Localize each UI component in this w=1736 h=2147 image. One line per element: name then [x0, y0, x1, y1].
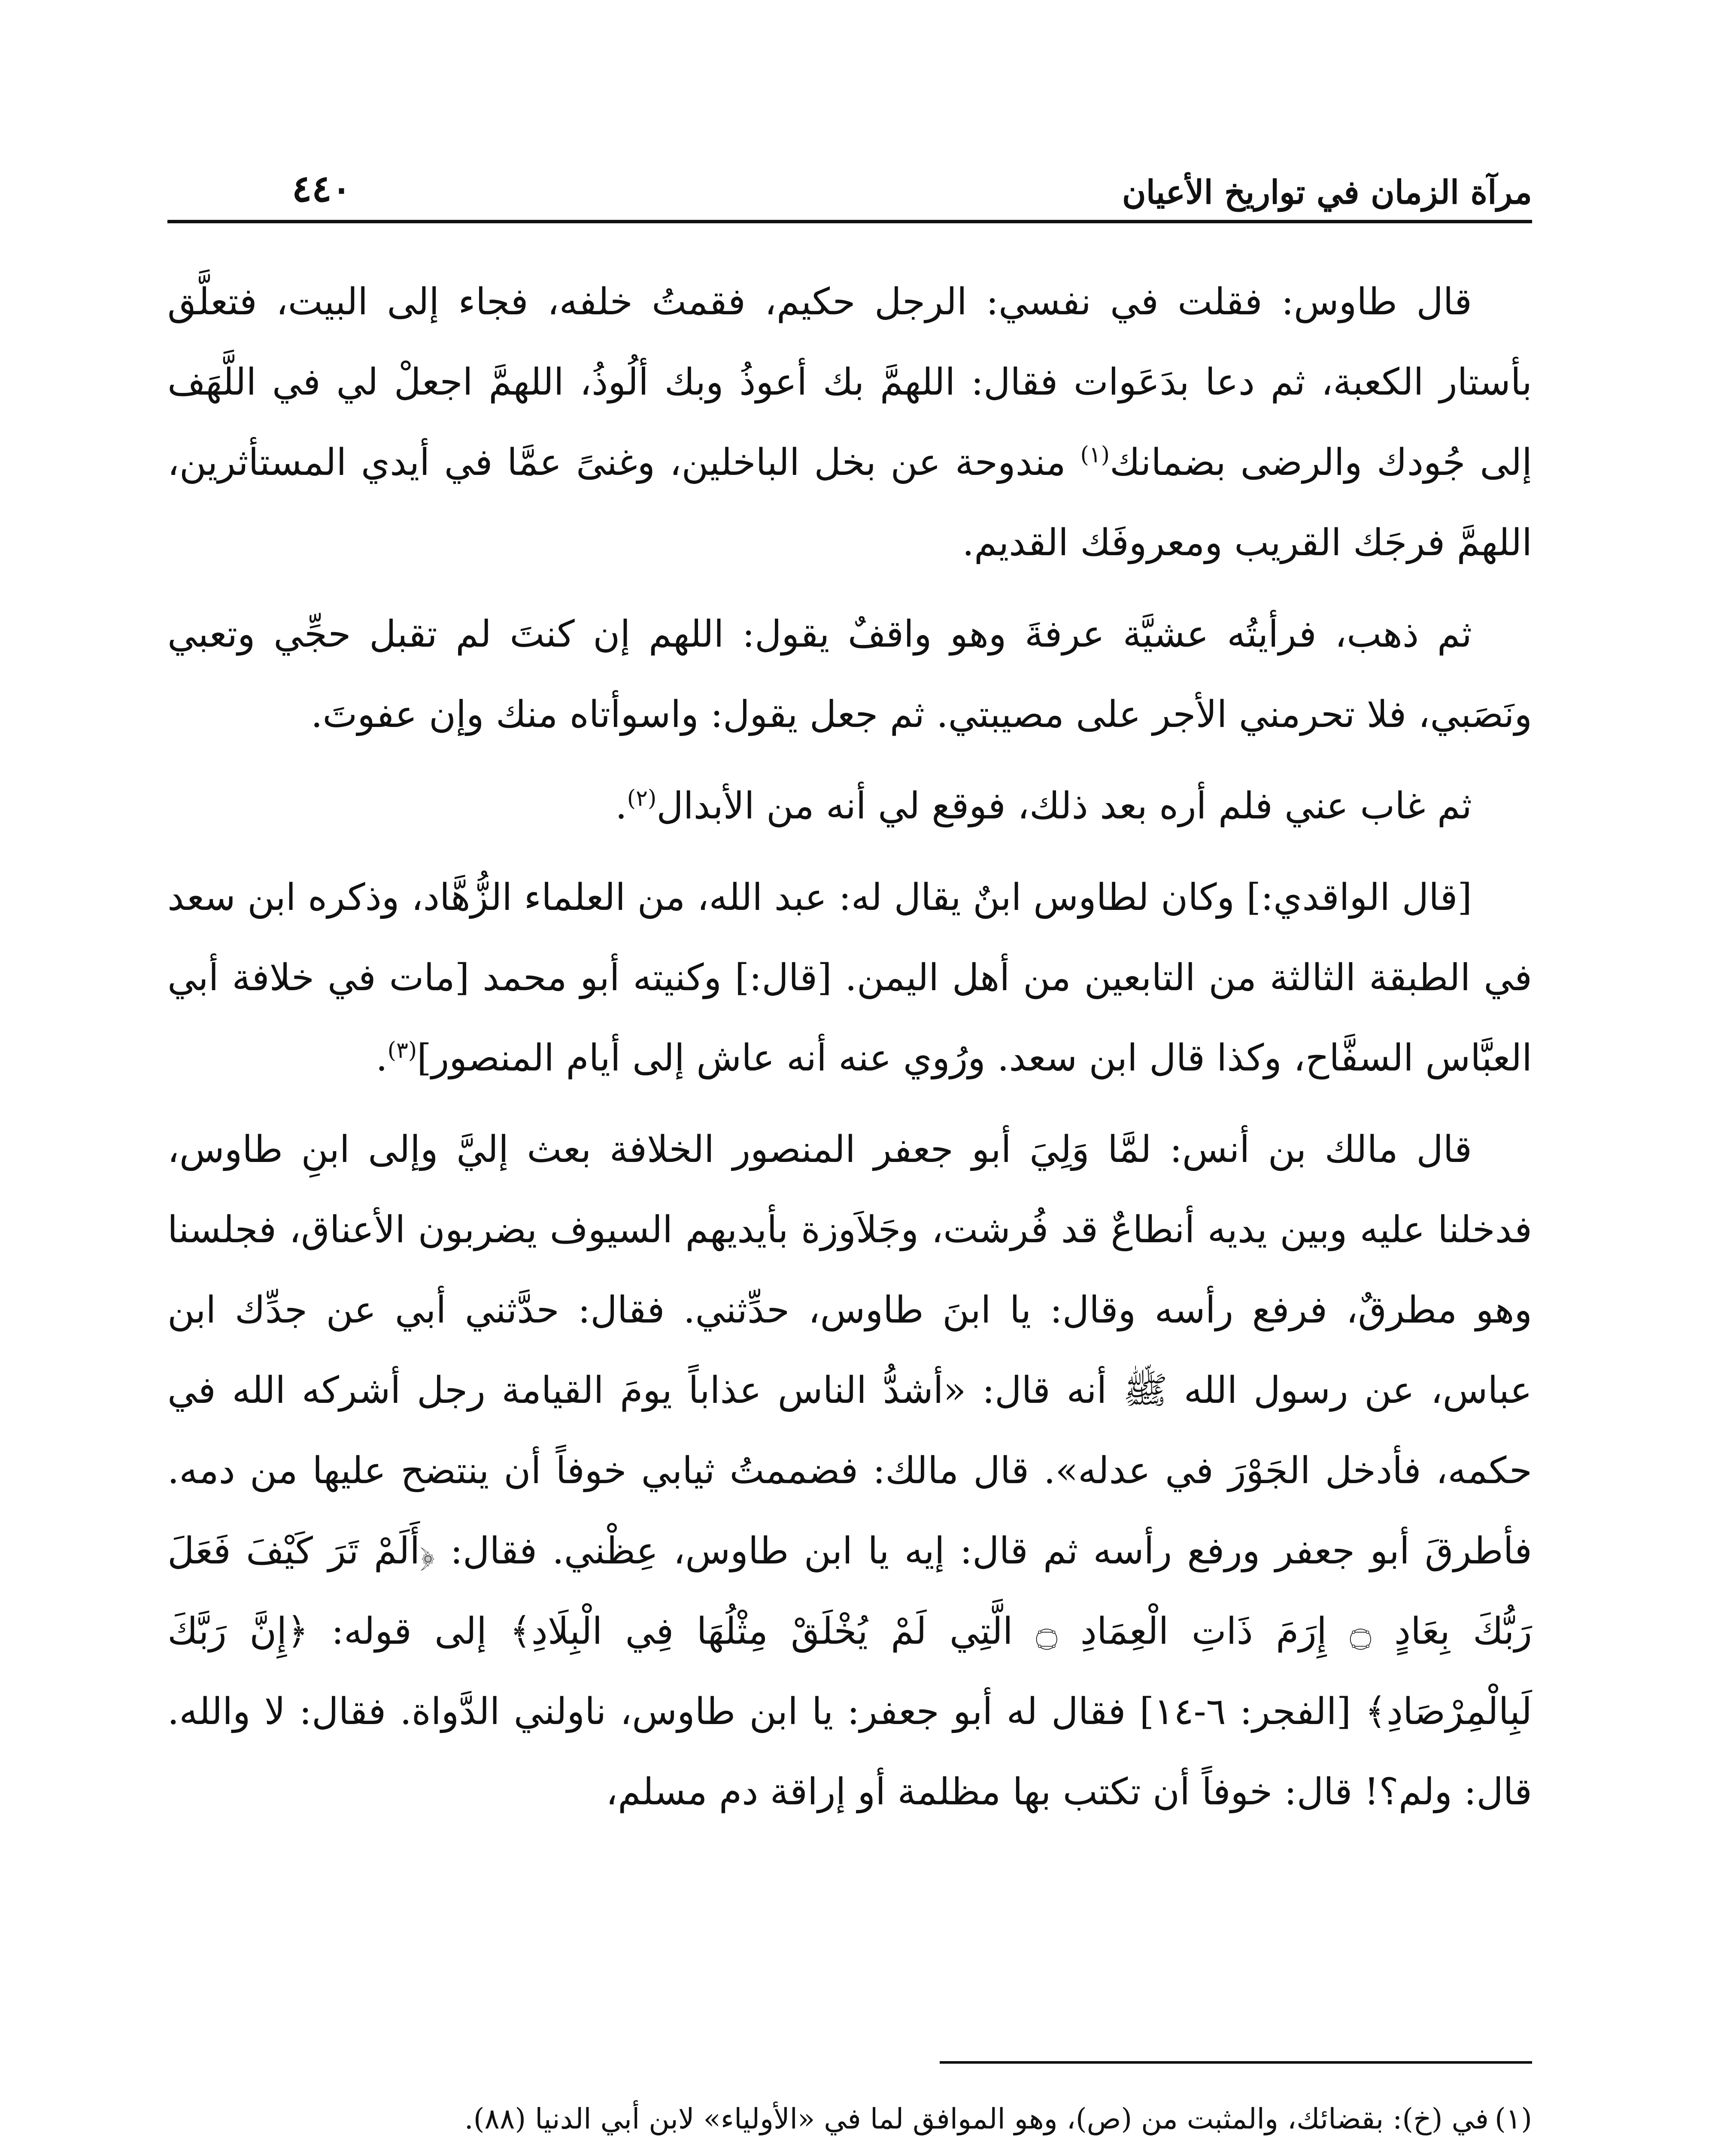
paragraph-text: ثم ذهب، فرأيتُه عشيَّة عرفةَ وهو واقفٌ يقول: اللهم إن كنتَ لم تقبل حجِّي وتعبي ونَصَبي، فلا تحرمني الأجر على مصيبتي. ثم جعل يقول: واسوأتاه منك وإن عفوتَ.: [167, 613, 1532, 736]
paragraph-text: [قال الواقدي:] وكان لطاوس ابنٌ يقال له: عبد الله، من العلماء الزُّهَّاد، وذكره ابن سعد في الطبقة الثالثة من التابعين من أهل اليمن. [قال:] وكنيته أبو محمد [مات في خلافة أبي العبَّاس السفَّاح، وكذا قال ابن سعد. ورُوي عنه أنه عاش إلى أيام المنصور]: [167, 876, 1532, 1080]
paragraph: [167, 262, 1532, 583]
paragraph: [167, 858, 1532, 1098]
footnote-number: (١): [1495, 2102, 1532, 2135]
main-text: [167, 262, 1532, 1843]
paragraph-text: قال طاوس: فقلت في نفسي: الرجل حكيم، فقمتُ خلفه، فجاء إلى البيت، فتعلَّق بأستار الكعبة، ثم دعا بدَعَوات فقال: اللهمَّ بك أعوذُ وبك ألُوذُ، اللهمَّ اجعلْ لي في اللَّهَف إلى جُودك والرضى بضمانك: [167, 280, 1532, 484]
paragraph: [167, 1110, 1532, 1832]
page-number: ٤٤٠: [292, 167, 352, 210]
paragraph: [167, 766, 1532, 846]
footnote-divider: [940, 2061, 1532, 2064]
footnote-marker: (٢): [627, 785, 657, 812]
footnote-marker: (٣): [387, 1037, 417, 1064]
page-header: [167, 142, 1532, 223]
running-title: مرآة الزمان في تواريخ الأعيان: [1122, 173, 1532, 211]
paragraph-text: ثم غاب عني فلم أره بعد ذلك، فوقع لي أنه من الأبدال: [656, 785, 1472, 827]
paragraph-text: .: [376, 1037, 388, 1080]
footnote-text: في (خ): بقضائك، والمثبت من (ص)، وهو الموافق لما في «الأولياء» لابن أبي الدنيا (٨٨).: [464, 2102, 1489, 2135]
paragraph-text: مندوحة عن بخل الباخلين، وغنىً عمَّا في أيدي المستأثرين، اللهمَّ فرجَك القريب ومعروفَك القديم.: [167, 441, 1532, 564]
header-divider: [167, 220, 1532, 223]
footnotes: [167, 2091, 1532, 2147]
paragraph: [167, 594, 1532, 755]
paragraph-text: .: [615, 785, 627, 827]
paragraph-text: قال مالك بن أنس: لمَّا وَلِيَ أبو جعفر المنصور الخلافة بعث إليَّ وإلى ابنِ طاوس، فدخلنا عليه وبين يديه أنطاعٌ قد فُرشت، وجَلاَوزة بأيديهم السيوف يضربون الأعناق، فجلسنا وهو مطرقٌ، فرفع رأسه وقال: يا ابنَ طاوس، حدِّثني. فقال: حدَّثني أبي عن جدِّك ابن عباس، عن رسول الله ﷺ أنه قال: «أشدُّ الناس عذاباً يومَ القيامة رجل أشركه الله في حكمه، فأدخل الجَوْرَ في عدله». قال مالك: فضممتُ ثيابي خوفاً أن ينتضح عليها من دمه. فأطرقَ أبو جعفر ورفع رأسه ثم قال: إيه يا ابن طاوس، عِظْني. فقال: ﴿أَلَمْ تَرَ كَيْفَ فَعَلَ رَبُّكَ بِعَادٍ ۝ إِرَمَ ذَاتِ الْعِمَادِ ۝ الَّتِي لَمْ يُخْلَقْ مِثْلُهَا فِي الْبِلَادِ﴾ إلى قوله: ﴿إِنَّ رَبَّكَ لَبِالْمِرْصَادِ﴾ [الفجر: ٦-١٤] فقال له أبو جعفر: يا ابن طاوس، ناولني الدَّواة. فقال: لا والله. قال: ولم؟! قال: خوفاً أن تكتب بها مظلمة أو إراقة دم مسلم،: [167, 1128, 1532, 1813]
footnote: [167, 2091, 1532, 2147]
footnote-marker: (١): [1080, 442, 1110, 468]
